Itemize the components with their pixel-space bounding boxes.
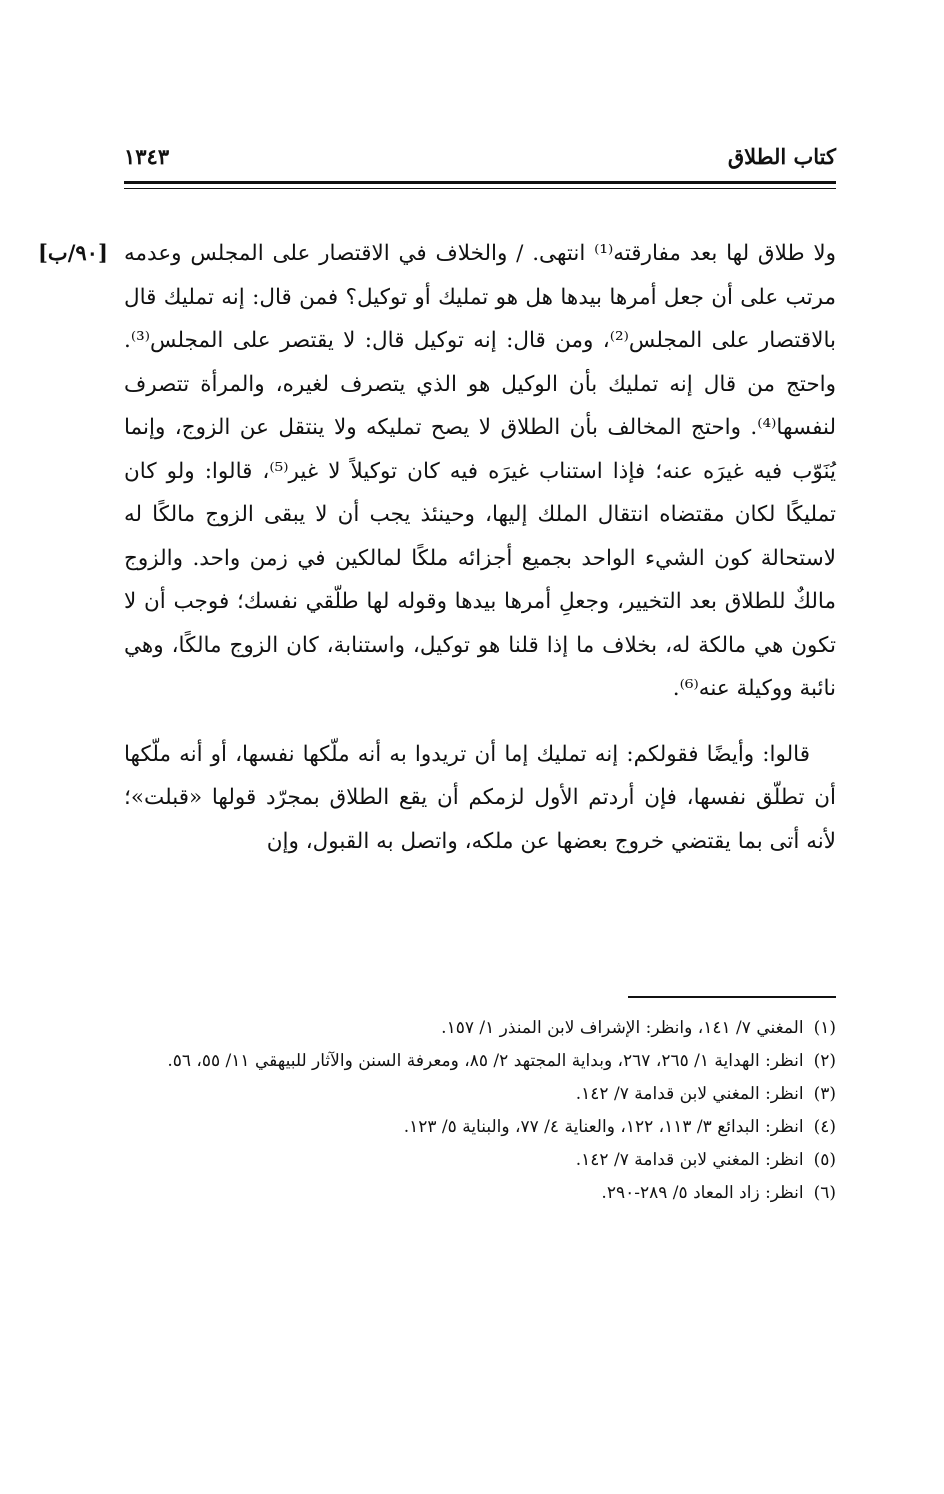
header-rule-thick	[124, 181, 836, 184]
footnote-text: انظر: زاد المعاد ٥/ ٢٨٩-٢٩٠.	[601, 1183, 804, 1203]
footnote-separator	[628, 996, 836, 998]
footnote	[124, 1078, 836, 1111]
footnote	[124, 1045, 836, 1078]
page-number: ١٣٤٣	[124, 144, 170, 169]
paragraph: ولا طلاق لها بعد مفارقته⁽¹⁾ انتهى. / والخلاف في الاقتصار على المجلس وعدمه مرتب على أن جعل أمرها بيدها هل هو تمليك أو توكيل؟ فمن قال: إنه تمليك قال بالاقتصار على المجلس⁽²⁾، ومن قال: إنه توكيل قال: لا يقتصر على المجلس⁽³⁾. واحتج من قال إنه تمليك بأن الوكيل هو الذي يتصرف لغيره، والمرأة تتصرف لنفسها⁽⁴⁾. واحتج المخالف بأن الطلاق لا يصح تمليكه ولا ينتقل عن الزوج، وإنما يُنَوّب فيه غيرَه عنه؛ فإذا استناب غيرَه فيه كان توكيلاً لا غير⁽⁵⁾، قالوا: ولو كان تمليكًا لكان مقتضاه انتقال الملك إليها، وحينئذ يجب أن لا يبقى الزوج مالكًا له لاستحالة كون الشيء الواحد بجميع أجزائه ملكًا لمالكين في زمن واحد. والزوج مالكٌ للطلاق بعد التخيير، وجعلِ أمرها بيدها وقوله لها طلّقي نفسك؛ فوجب أن لا تكون هي مالكة له، بخلاف ما إذا قلنا هو توكيل، واستنابة، كان الزوج مالكًا، وهي نائبة ووكيلة عنه⁽⁶⁾.	[124, 241, 836, 701]
footnote-number: (٢)	[813, 1051, 836, 1071]
header-rule-thin	[124, 188, 836, 189]
footnote	[124, 1144, 836, 1177]
paragraph: قالوا: وأيضًا فقولكم: إنه تمليك إما أن تريدوا به أنه ملّكها نفسها، أو أنه ملّكها أن تطلّق نفسها، فإن أردتم الأول لزمكم أن يقع الطلاق بمجرّد قولها «قبلت»؛ لأنه أتى بما يقتضي خروج بعضها عن ملكه، واتصل به القبول، وإن	[124, 741, 836, 854]
footnote-number: (٣)	[813, 1084, 836, 1104]
footnote-text: المغني ٧/ ١٤١، وانظر: الإشراف لابن المنذر ١/ ١٥٧.	[441, 1018, 804, 1038]
chapter-title: كتاب الطلاق	[727, 144, 836, 169]
manuscript-folio-marker: [٩٠/ب]	[38, 240, 108, 265]
footnote-number: (١)	[813, 1018, 836, 1038]
footnotes	[124, 1012, 836, 1210]
footnote-text: انظر: المغني لابن قدامة ٧/ ١٤٢.	[575, 1084, 804, 1104]
footnote	[124, 1177, 836, 1210]
footnote-text: انظر: البدائع ٣/ ١١٣، ١٢٢، والعناية ٤/ ٧٧، والبناية ٥/ ١٢٣.	[403, 1117, 804, 1137]
footnote-number: (٤)	[813, 1117, 836, 1137]
footnote-number: (٦)	[813, 1183, 836, 1203]
main-text	[124, 232, 836, 863]
footnote	[124, 1012, 836, 1045]
running-header	[124, 138, 836, 178]
footnote	[124, 1111, 836, 1144]
footnote-text: انظر: المغني لابن قدامة ٧/ ١٤٢.	[575, 1150, 804, 1170]
footnote-number: (٥)	[813, 1150, 836, 1170]
footnote-text: انظر: الهداية ١/ ٢٦٥، ٢٦٧، وبداية المجتهد ٢/ ٨٥، ومعرفة السنن والآثار للبيهقي ١١/ ٥٥، ٥٦.	[167, 1051, 804, 1071]
